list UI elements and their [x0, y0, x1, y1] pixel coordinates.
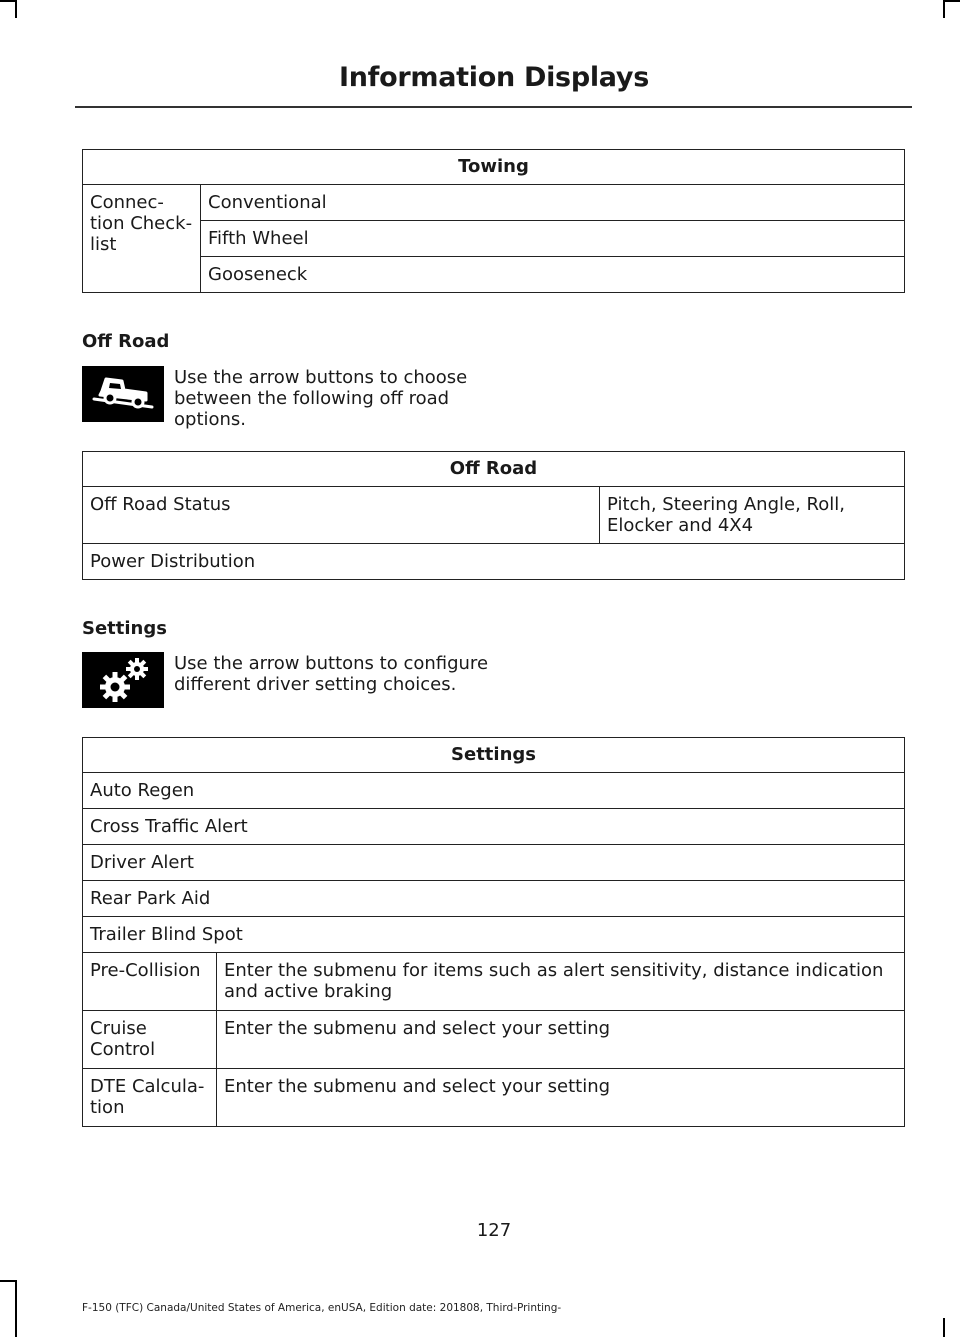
section-heading-settings: Settings — [82, 618, 167, 639]
settings-row: Auto Regen — [83, 773, 905, 809]
off-road-row-value: Pitch, Steering Angle, Roll, Elocker and 4X4 — [600, 487, 905, 544]
off-road-table-title: Off Road — [83, 452, 905, 487]
settings-row: Trailer Blind Spot — [83, 917, 905, 953]
crop-mark — [944, 0, 960, 2]
crop-mark — [0, 0, 16, 2]
settings-row: Driver Alert — [83, 845, 905, 881]
settings-row: Rear Park Aid — [83, 881, 905, 917]
settings-table — [82, 737, 905, 1127]
header-divider — [75, 106, 912, 108]
page-number: 127 — [476, 1220, 512, 1241]
towing-table — [82, 149, 905, 293]
crop-mark — [15, 1280, 17, 1337]
settings-row: Cross Traffic Alert — [83, 809, 905, 845]
off-road-table — [82, 451, 905, 580]
towing-option: Conventional — [201, 185, 905, 221]
settings-intro: Use the arrow buttons to configure different driver setting choices. — [174, 653, 489, 695]
towing-option: Gooseneck — [201, 257, 905, 293]
settings-row-value: Enter the submenu and select your setting — [217, 1069, 905, 1127]
section-heading-off-road: Off Road — [82, 331, 170, 352]
settings-row-label: DTE Calcula- tion — [83, 1069, 217, 1127]
settings-row-value: Enter the submenu for items such as alert sensitivity, distance indication and active braking — [217, 953, 905, 1011]
off-road-intro: Use the arrow buttons to choose between the following off road options. — [174, 367, 468, 430]
connection-checklist-label: Connec- tion Check- list — [83, 185, 201, 293]
towing-table-title: Towing — [83, 150, 905, 185]
crop-mark — [943, 1318, 945, 1337]
crop-mark — [943, 0, 945, 18]
settings-row-value: Enter the submenu and select your setting — [217, 1011, 905, 1069]
settings-table-title: Settings — [83, 738, 905, 773]
settings-row-label: Pre-Collision — [83, 953, 217, 1011]
settings-row-label: Cruise Control — [83, 1011, 217, 1069]
off-road-row-label: Power Distribution — [83, 544, 905, 580]
off-road-row-label: Off Road Status — [83, 487, 600, 544]
footer-edition-info: F-150 (TFC) Canada/United States of America, enUSA, Edition date: 201808, Third-Printing- — [82, 1302, 562, 1314]
towing-option: Fifth Wheel — [201, 221, 905, 257]
crop-mark — [15, 0, 17, 18]
crop-mark — [0, 1280, 16, 1282]
gears-icon — [82, 652, 164, 708]
off-road-truck-icon — [82, 366, 164, 422]
page-title: Information Displays — [339, 62, 649, 93]
